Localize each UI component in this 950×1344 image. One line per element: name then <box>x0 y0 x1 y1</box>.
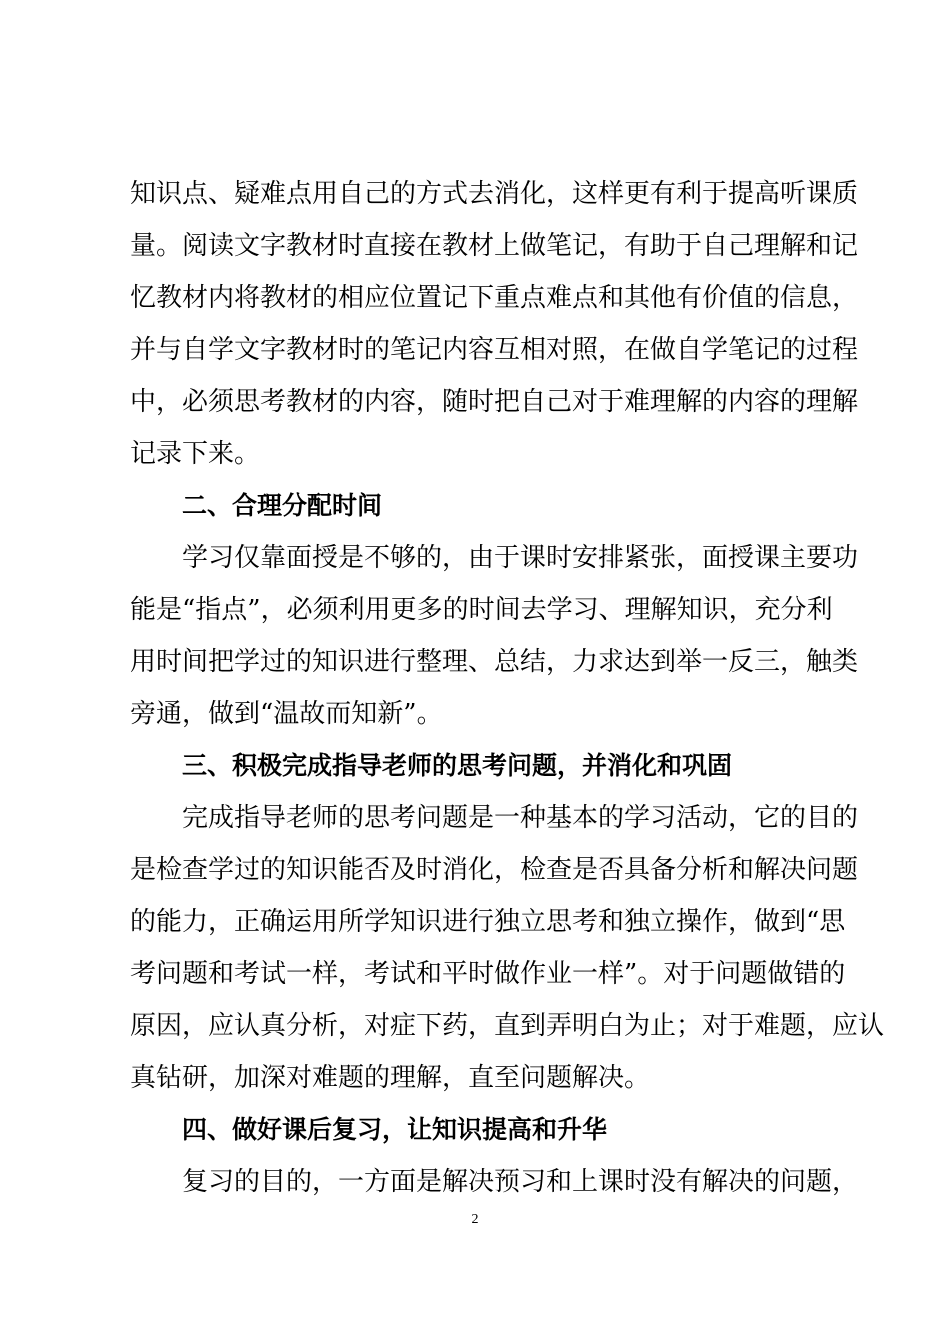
paragraph-line: 旁通，做到“温故而知新”。 <box>130 699 443 729</box>
paragraph-line: 忆教材内将教材的相应位置记下重点难点和其他有价值的信息， <box>130 283 859 313</box>
section-heading: 三、积极完成指导老师的思考问题，并消化和巩固 <box>182 751 733 780</box>
page-number: 2 <box>471 1212 479 1227</box>
paragraph-line: 学习仅靠面授是不够的，由于课时安排紧张，面授课主要功 <box>182 543 859 573</box>
paragraph-line: 考问题和考试一样，考试和平时做作业一样”。对于问题做错的 <box>130 959 846 989</box>
section-heading: 二、合理分配时间 <box>182 491 383 520</box>
paragraph-line: 并与自学文字教材时的笔记内容互相对照，在做自学笔记的过程 <box>130 335 859 365</box>
paragraph-line: 完成指导老师的思考问题是一种基本的学习活动，它的目的 <box>182 803 859 833</box>
paragraph-line: 记录下来。 <box>130 439 261 469</box>
paragraph-line: 能是“指点”，必须利用更多的时间去学习、理解知识，充分利 <box>130 595 833 625</box>
paragraph-line: 的能力，正确运用所学知识进行独立思考和独立操作，做到“思 <box>130 907 846 937</box>
paragraph-line: 知识点、疑难点用自己的方式去消化，这样更有利于提高听课质 <box>130 179 859 209</box>
paragraph-line: 原因，应认真分析，对症下药，直到弄明白为止；对于难题，应认 <box>130 1011 885 1041</box>
paragraph-line: 真钻研，加深对难题的理解，直至问题解决。 <box>130 1063 651 1093</box>
section-heading: 四、做好课后复习，让知识提高和升华 <box>182 1115 608 1144</box>
paragraph-line: 复习的目的，一方面是解决预习和上课时没有解决的问题， <box>182 1167 859 1197</box>
paragraph-line: 中，必须思考教材的内容，随时把自己对于难理解的内容的理解 <box>130 387 859 417</box>
paragraph-line: 量。阅读文字教材时直接在教材上做笔记，有助于自己理解和记 <box>130 231 859 261</box>
paragraph-line: 是检查学过的知识能否及时消化，检查是否具备分析和解决问题 <box>130 855 859 885</box>
paragraph-line: 用时间把学过的知识进行整理、总结，力求达到举一反三，触类 <box>130 647 859 677</box>
